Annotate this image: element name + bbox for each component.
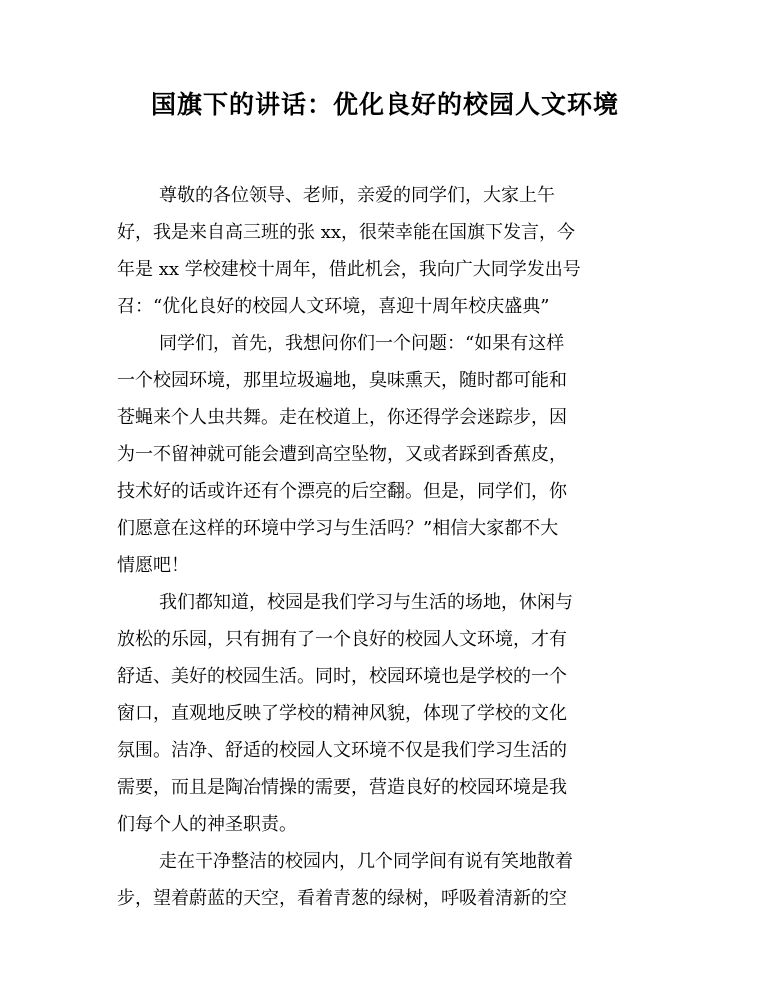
paragraph-3-line-1: 我们都知道，校园是我们学习与生活的场地，休闲与 <box>159 592 573 613</box>
paragraph-3-line-5: 氛围。洁净、舒适的校园人文环境不仅是我们学习生活的 <box>117 740 567 761</box>
paragraph-4-line-2: 步，望着蔚蓝的天空，看着青葱的绿树，呼吸着清新的空 <box>117 888 567 909</box>
paragraph-2-line-2: 一个校园环境，那里垃圾遍地，臭味熏天，随时都可能和 <box>117 370 567 391</box>
paragraph-2-line-4: 为一不留神就可能会遭到高空坠物，又或者踩到香蕉皮， <box>117 444 567 465</box>
paragraph-1-line-1: 尊敬的各位领导、老师，亲爱的同学们，大家上午 <box>159 185 555 206</box>
paragraph-2-line-7: 情愿吧！ <box>117 555 189 576</box>
paragraph-3-line-2: 放松的乐园，只有拥有了一个良好的校园人文环境，才有 <box>117 629 567 650</box>
paragraph-3-line-4: 窗口，直观地反映了学校的精神风貌，体现了学校的文化 <box>117 703 567 724</box>
paragraph-2-line-3: 苍蝇来个人虫共舞。走在校道上，你还得学会迷踪步，因 <box>117 407 567 428</box>
paragraph-2-line-6: 们愿意在这样的环境中学习与生活吗？”相信大家都不大 <box>117 518 559 539</box>
paragraph-3-line-6: 需要，而且是陶冶情操的需要，营造良好的校园环境是我 <box>117 777 567 798</box>
paragraph-1-line-2: 好，我是来自高三班的张 xx，很荣幸能在国旗下发言，今 <box>117 222 576 243</box>
paragraph-4-line-1: 走在干净整洁的校园内，几个同学间有说有笑地散着 <box>159 851 573 872</box>
paragraph-1-line-4: 召：“优化良好的校园人文环境，喜迎十周年校庆盛典” <box>117 296 550 317</box>
paragraph-2-line-1: 同学们，首先，我想问你们一个问题：“如果有这样 <box>159 333 565 354</box>
paragraph-2-line-5: 技术好的话或许还有个漂亮的后空翻。但是，同学们，你 <box>117 481 567 502</box>
paragraph-1-line-3: 年是 xx 学校建校十周年，借此机会，我向广大同学发出号 <box>117 259 581 280</box>
document-title: 国旗下的讲话：优化良好的校园人文环境 <box>150 90 619 119</box>
document-body <box>117 177 657 917</box>
paragraph-3-line-7: 们每个人的神圣职责。 <box>117 814 297 835</box>
paragraph-3-line-3: 舒适、美好的校园生活。同时，校园环境也是学校的一个 <box>117 666 567 687</box>
